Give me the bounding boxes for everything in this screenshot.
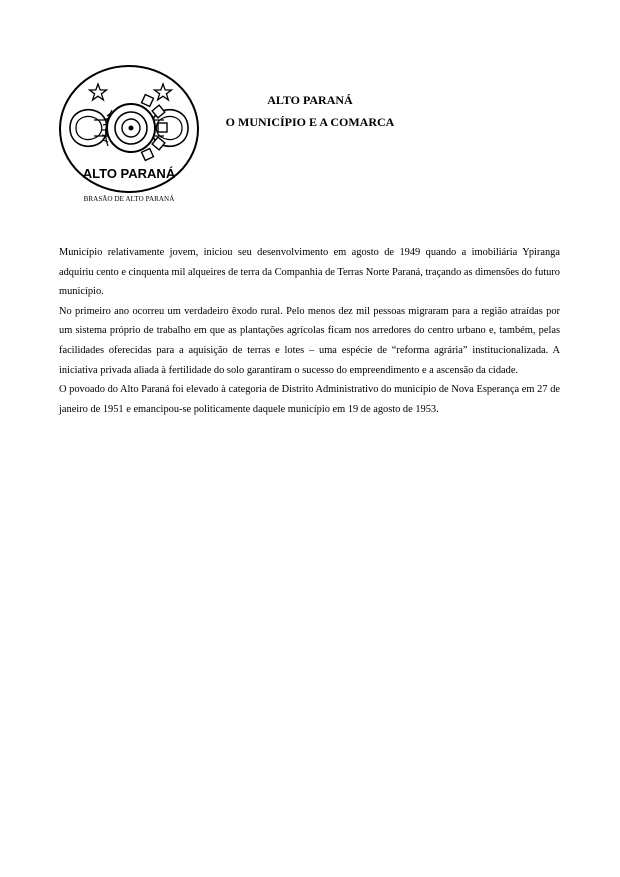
crest-caption: BRASÃO DE ALTO PARANÁ xyxy=(83,195,175,203)
paragraph-history: Município relativamente jovem, iniciou seu desenvolvimento em agosto de 1949 quando a imobiliária Ypiranga adquiriu cento e cinquenta mil alqueires de terra da Companhia de Terras Norte Paraná, traçando as dimensões do futuro município. xyxy=(59,247,560,298)
crest-seal-text: ALTO PARANÁ xyxy=(82,166,176,181)
page-subtitle: O MUNICÍPIO E A COMARCA xyxy=(225,115,395,129)
municipal-crest xyxy=(58,64,200,194)
paragraph-migration: No primeiro ano ocorreu um verdadeiro êxodo rural. Pelo menos dez mil pessoas migraram para a região atraídas por um sistema próprio de trabalho em que as plantações agrícolas ficam nos arredores do centro urbano e, também, pelas facilidades oferecidas para a aquisição de terras e lotes – uma espécie de “reforma agrária” institucionalizada. A iniciativa privada aliada à fertilidade do solo garantiram o sucesso do empreendimento e a ascensão da cidade. xyxy=(59,305,560,376)
document-body xyxy=(59,243,560,419)
paragraph-emancipation: O povoado do Alto Paraná foi elevado à categoria de Distrito Administrativo do município de Nova Esperança em 27 de janeiro de 1951 e emancipou-se politicamente daquele município em 19 de agosto de 1953. xyxy=(59,384,560,415)
page-title: ALTO PARANÁ xyxy=(267,93,353,107)
crest-emblem-icon xyxy=(58,64,200,194)
